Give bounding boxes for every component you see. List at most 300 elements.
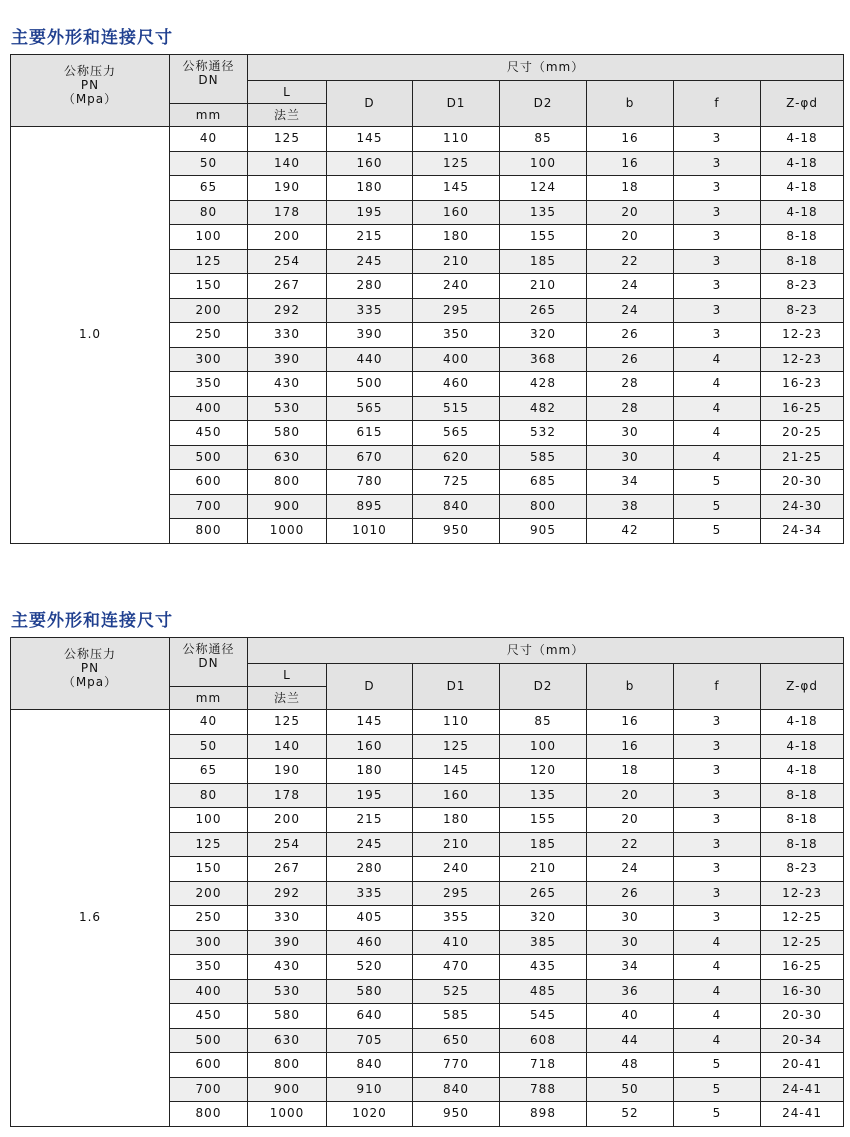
cell-d1: 410 <box>413 930 500 955</box>
col-header-z-phi-d: Z-φd <box>761 664 844 710</box>
cell-d: 910 <box>327 1077 413 1102</box>
cell-d2: 532 <box>500 421 587 446</box>
cell-b: 48 <box>587 1053 674 1078</box>
cell-z-phi-d: 20-41 <box>761 1053 844 1078</box>
cell-b: 44 <box>587 1028 674 1053</box>
cell-z-phi-d: 24-41 <box>761 1102 844 1127</box>
cell-f: 3 <box>674 832 761 857</box>
cell-d: 670 <box>327 445 413 470</box>
col-header-l-flange: 法兰 <box>248 104 327 127</box>
cell-dn: 600 <box>170 1053 248 1078</box>
cell-d1: 585 <box>413 1004 500 1029</box>
cell-d1: 210 <box>413 249 500 274</box>
cell-l: 254 <box>248 249 327 274</box>
cell-f: 4 <box>674 372 761 397</box>
cell-f: 3 <box>674 881 761 906</box>
cell-b: 22 <box>587 832 674 857</box>
dimension-table <box>10 54 844 544</box>
cell-b: 24 <box>587 298 674 323</box>
cell-d: 245 <box>327 832 413 857</box>
pn-header <box>11 55 170 127</box>
cell-f: 4 <box>674 347 761 372</box>
dn-unit-header: mm <box>170 104 248 127</box>
cell-l: 1000 <box>248 1102 327 1127</box>
cell-d1: 145 <box>413 759 500 784</box>
cell-dn: 450 <box>170 1004 248 1029</box>
col-header-d1: D1 <box>413 664 500 710</box>
cell-l: 630 <box>248 1028 327 1053</box>
cell-d1: 565 <box>413 421 500 446</box>
cell-f: 3 <box>674 151 761 176</box>
cell-b: 30 <box>587 421 674 446</box>
size-group-header: 尺寸（mm） <box>248 638 844 664</box>
cell-d: 520 <box>327 955 413 980</box>
cell-d1: 950 <box>413 519 500 544</box>
cell-f: 5 <box>674 470 761 495</box>
cell-d: 565 <box>327 396 413 421</box>
cell-f: 3 <box>674 323 761 348</box>
cell-z-phi-d: 12-23 <box>761 323 844 348</box>
cell-dn: 65 <box>170 759 248 784</box>
col-header-d1: D1 <box>413 81 500 127</box>
cell-f: 3 <box>674 274 761 299</box>
cell-d: 615 <box>327 421 413 446</box>
cell-b: 24 <box>587 274 674 299</box>
cell-dn: 400 <box>170 979 248 1004</box>
cell-d2: 385 <box>500 930 587 955</box>
cell-d: 895 <box>327 494 413 519</box>
cell-b: 20 <box>587 783 674 808</box>
cell-l: 292 <box>248 881 327 906</box>
cell-l: 530 <box>248 396 327 421</box>
cell-b: 26 <box>587 347 674 372</box>
cell-d: 180 <box>327 759 413 784</box>
pn-header-unit: （Mpa） <box>62 92 118 106</box>
col-header-d2: D2 <box>500 81 587 127</box>
cell-d: 280 <box>327 274 413 299</box>
cell-l: 125 <box>248 710 327 735</box>
cell-d1: 770 <box>413 1053 500 1078</box>
cell-l: 254 <box>248 832 327 857</box>
dimension-section-pn10 <box>10 22 843 544</box>
cell-d: 215 <box>327 225 413 250</box>
col-header-l: L <box>248 664 327 687</box>
cell-f: 3 <box>674 249 761 274</box>
col-header-d2: D2 <box>500 664 587 710</box>
pn-value: 1.0 <box>11 127 170 544</box>
cell-dn: 50 <box>170 151 248 176</box>
cell-b: 26 <box>587 881 674 906</box>
cell-b: 30 <box>587 930 674 955</box>
cell-dn: 200 <box>170 881 248 906</box>
cell-l: 390 <box>248 347 327 372</box>
cell-dn: 800 <box>170 1102 248 1127</box>
cell-f: 5 <box>674 519 761 544</box>
cell-d2: 135 <box>500 200 587 225</box>
col-header-l-flange: 法兰 <box>248 687 327 710</box>
cell-z-phi-d: 21-25 <box>761 445 844 470</box>
cell-d2: 685 <box>500 470 587 495</box>
cell-z-phi-d: 12-25 <box>761 930 844 955</box>
cell-d: 440 <box>327 347 413 372</box>
cell-l: 178 <box>248 200 327 225</box>
cell-d2: 265 <box>500 298 587 323</box>
cell-z-phi-d: 8-18 <box>761 808 844 833</box>
cell-f: 3 <box>674 298 761 323</box>
cell-f: 5 <box>674 494 761 519</box>
cell-d1: 350 <box>413 323 500 348</box>
cell-d2: 85 <box>500 127 587 152</box>
cell-z-phi-d: 4-18 <box>761 734 844 759</box>
cell-d1: 160 <box>413 783 500 808</box>
col-header-b: b <box>587 664 674 710</box>
cell-l: 900 <box>248 494 327 519</box>
cell-z-phi-d: 16-25 <box>761 955 844 980</box>
cell-d2: 210 <box>500 274 587 299</box>
cell-f: 3 <box>674 225 761 250</box>
col-header-f: f <box>674 664 761 710</box>
cell-d1: 400 <box>413 347 500 372</box>
cell-d2: 368 <box>500 347 587 372</box>
cell-dn: 150 <box>170 274 248 299</box>
cell-dn: 65 <box>170 176 248 201</box>
cell-f: 4 <box>674 955 761 980</box>
cell-d1: 295 <box>413 298 500 323</box>
cell-l: 330 <box>248 323 327 348</box>
cell-d: 280 <box>327 857 413 882</box>
cell-d1: 950 <box>413 1102 500 1127</box>
cell-b: 16 <box>587 734 674 759</box>
cell-d2: 320 <box>500 323 587 348</box>
cell-dn: 500 <box>170 445 248 470</box>
cell-d2: 85 <box>500 710 587 735</box>
cell-dn: 100 <box>170 225 248 250</box>
cell-l: 178 <box>248 783 327 808</box>
section-title: 主要外形和连接尺寸 <box>11 28 173 48</box>
cell-d1: 525 <box>413 979 500 1004</box>
cell-d1: 355 <box>413 906 500 931</box>
cell-b: 38 <box>587 494 674 519</box>
cell-b: 16 <box>587 127 674 152</box>
cell-dn: 250 <box>170 323 248 348</box>
dn-header-symbol: DN <box>198 656 219 670</box>
cell-d: 160 <box>327 151 413 176</box>
cell-f: 4 <box>674 421 761 446</box>
cell-b: 18 <box>587 176 674 201</box>
cell-d: 840 <box>327 1053 413 1078</box>
cell-d2: 435 <box>500 955 587 980</box>
cell-l: 530 <box>248 979 327 1004</box>
cell-d2: 155 <box>500 225 587 250</box>
cell-f: 5 <box>674 1053 761 1078</box>
cell-d2: 428 <box>500 372 587 397</box>
cell-d: 195 <box>327 783 413 808</box>
dn-header <box>170 638 248 687</box>
cell-b: 30 <box>587 445 674 470</box>
cell-dn: 600 <box>170 470 248 495</box>
cell-d: 195 <box>327 200 413 225</box>
cell-z-phi-d: 4-18 <box>761 176 844 201</box>
cell-d: 500 <box>327 372 413 397</box>
cell-z-phi-d: 8-18 <box>761 249 844 274</box>
cell-l: 292 <box>248 298 327 323</box>
cell-f: 5 <box>674 1077 761 1102</box>
dimension-section-pn16 <box>10 605 843 1127</box>
cell-f: 3 <box>674 734 761 759</box>
cell-d: 160 <box>327 734 413 759</box>
cell-d2: 185 <box>500 249 587 274</box>
cell-d2: 210 <box>500 857 587 882</box>
cell-z-phi-d: 20-30 <box>761 1004 844 1029</box>
cell-dn: 40 <box>170 127 248 152</box>
cell-d1: 210 <box>413 832 500 857</box>
cell-f: 3 <box>674 783 761 808</box>
cell-z-phi-d: 4-18 <box>761 710 844 735</box>
cell-d2: 545 <box>500 1004 587 1029</box>
cell-z-phi-d: 20-25 <box>761 421 844 446</box>
cell-d2: 100 <box>500 151 587 176</box>
col-header-l: L <box>248 81 327 104</box>
cell-d2: 608 <box>500 1028 587 1053</box>
cell-z-phi-d: 4-18 <box>761 200 844 225</box>
cell-d2: 788 <box>500 1077 587 1102</box>
cell-b: 50 <box>587 1077 674 1102</box>
cell-dn: 125 <box>170 249 248 274</box>
cell-d2: 100 <box>500 734 587 759</box>
cell-d2: 124 <box>500 176 587 201</box>
cell-d2: 898 <box>500 1102 587 1127</box>
cell-b: 28 <box>587 396 674 421</box>
cell-b: 52 <box>587 1102 674 1127</box>
cell-d1: 470 <box>413 955 500 980</box>
pn-header-symbol: PN <box>80 78 100 92</box>
dn-header-label: 公称通径 <box>182 59 235 73</box>
cell-d1: 295 <box>413 881 500 906</box>
table-row <box>11 710 844 735</box>
cell-d: 145 <box>327 127 413 152</box>
cell-l: 140 <box>248 151 327 176</box>
pn-header-unit: （Mpa） <box>62 675 118 689</box>
cell-d1: 125 <box>413 151 500 176</box>
cell-d: 335 <box>327 881 413 906</box>
cell-z-phi-d: 4-18 <box>761 759 844 784</box>
cell-d: 215 <box>327 808 413 833</box>
cell-d: 1020 <box>327 1102 413 1127</box>
cell-l: 190 <box>248 759 327 784</box>
cell-f: 3 <box>674 176 761 201</box>
cell-f: 3 <box>674 127 761 152</box>
cell-l: 125 <box>248 127 327 152</box>
cell-l: 430 <box>248 372 327 397</box>
pn-header-label: 公称压力 <box>63 64 116 78</box>
cell-d: 390 <box>327 323 413 348</box>
cell-f: 4 <box>674 930 761 955</box>
cell-dn: 450 <box>170 421 248 446</box>
cell-d2: 120 <box>500 759 587 784</box>
cell-f: 5 <box>674 1102 761 1127</box>
col-header-f: f <box>674 81 761 127</box>
cell-z-phi-d: 12-23 <box>761 881 844 906</box>
cell-b: 30 <box>587 906 674 931</box>
cell-dn: 700 <box>170 494 248 519</box>
cell-d2: 905 <box>500 519 587 544</box>
cell-dn: 80 <box>170 783 248 808</box>
cell-z-phi-d: 16-25 <box>761 396 844 421</box>
cell-d: 580 <box>327 979 413 1004</box>
cell-dn: 80 <box>170 200 248 225</box>
table-row <box>11 127 844 152</box>
dn-header <box>170 55 248 104</box>
cell-l: 140 <box>248 734 327 759</box>
cell-b: 34 <box>587 955 674 980</box>
dn-header-symbol: DN <box>198 73 219 87</box>
cell-d: 460 <box>327 930 413 955</box>
col-header-z-phi-d: Z-φd <box>761 81 844 127</box>
cell-dn: 125 <box>170 832 248 857</box>
cell-d1: 650 <box>413 1028 500 1053</box>
cell-d1: 620 <box>413 445 500 470</box>
cell-d: 405 <box>327 906 413 931</box>
cell-f: 4 <box>674 1004 761 1029</box>
cell-d1: 240 <box>413 274 500 299</box>
cell-dn: 350 <box>170 955 248 980</box>
cell-z-phi-d: 4-18 <box>761 151 844 176</box>
cell-l: 190 <box>248 176 327 201</box>
cell-b: 20 <box>587 808 674 833</box>
cell-dn: 500 <box>170 1028 248 1053</box>
cell-dn: 300 <box>170 930 248 955</box>
col-header-d: D <box>327 81 413 127</box>
cell-d: 780 <box>327 470 413 495</box>
cell-b: 26 <box>587 323 674 348</box>
cell-d: 245 <box>327 249 413 274</box>
cell-l: 267 <box>248 274 327 299</box>
cell-l: 800 <box>248 470 327 495</box>
cell-l: 200 <box>248 225 327 250</box>
dn-unit-header: mm <box>170 687 248 710</box>
cell-d2: 265 <box>500 881 587 906</box>
cell-d1: 515 <box>413 396 500 421</box>
cell-dn: 350 <box>170 372 248 397</box>
cell-z-phi-d: 8-23 <box>761 857 844 882</box>
cell-f: 3 <box>674 906 761 931</box>
cell-dn: 150 <box>170 857 248 882</box>
cell-z-phi-d: 16-30 <box>761 979 844 1004</box>
cell-dn: 400 <box>170 396 248 421</box>
cell-l: 267 <box>248 857 327 882</box>
cell-d1: 110 <box>413 127 500 152</box>
cell-z-phi-d: 12-25 <box>761 906 844 931</box>
cell-z-phi-d: 24-41 <box>761 1077 844 1102</box>
cell-b: 18 <box>587 759 674 784</box>
cell-d2: 135 <box>500 783 587 808</box>
cell-d1: 180 <box>413 808 500 833</box>
cell-d: 145 <box>327 710 413 735</box>
cell-d: 335 <box>327 298 413 323</box>
cell-d1: 460 <box>413 372 500 397</box>
cell-z-phi-d: 8-18 <box>761 225 844 250</box>
cell-z-phi-d: 8-23 <box>761 298 844 323</box>
cell-l: 200 <box>248 808 327 833</box>
cell-dn: 200 <box>170 298 248 323</box>
cell-f: 3 <box>674 710 761 735</box>
cell-d: 1010 <box>327 519 413 544</box>
cell-d1: 840 <box>413 1077 500 1102</box>
cell-dn: 800 <box>170 519 248 544</box>
cell-l: 900 <box>248 1077 327 1102</box>
cell-d1: 180 <box>413 225 500 250</box>
col-header-b: b <box>587 81 674 127</box>
cell-d1: 840 <box>413 494 500 519</box>
cell-z-phi-d: 4-18 <box>761 127 844 152</box>
pn-header-label: 公称压力 <box>63 647 116 661</box>
cell-b: 42 <box>587 519 674 544</box>
cell-z-phi-d: 8-23 <box>761 274 844 299</box>
cell-d: 180 <box>327 176 413 201</box>
cell-f: 4 <box>674 979 761 1004</box>
cell-b: 20 <box>587 200 674 225</box>
cell-d2: 800 <box>500 494 587 519</box>
cell-d2: 482 <box>500 396 587 421</box>
cell-l: 390 <box>248 930 327 955</box>
cell-b: 40 <box>587 1004 674 1029</box>
cell-dn: 250 <box>170 906 248 931</box>
cell-l: 330 <box>248 906 327 931</box>
cell-d2: 320 <box>500 906 587 931</box>
cell-b: 16 <box>587 151 674 176</box>
cell-l: 630 <box>248 445 327 470</box>
cell-z-phi-d: 16-23 <box>761 372 844 397</box>
cell-f: 4 <box>674 396 761 421</box>
cell-d2: 718 <box>500 1053 587 1078</box>
section-title: 主要外形和连接尺寸 <box>11 611 173 631</box>
cell-b: 24 <box>587 857 674 882</box>
col-header-d: D <box>327 664 413 710</box>
cell-d1: 125 <box>413 734 500 759</box>
pn-value: 1.6 <box>11 710 170 1127</box>
cell-z-phi-d: 8-18 <box>761 832 844 857</box>
cell-b: 16 <box>587 710 674 735</box>
cell-l: 430 <box>248 955 327 980</box>
cell-b: 22 <box>587 249 674 274</box>
cell-dn: 40 <box>170 710 248 735</box>
cell-b: 34 <box>587 470 674 495</box>
cell-d1: 725 <box>413 470 500 495</box>
cell-z-phi-d: 20-30 <box>761 470 844 495</box>
cell-l: 800 <box>248 1053 327 1078</box>
cell-f: 4 <box>674 1028 761 1053</box>
cell-f: 3 <box>674 808 761 833</box>
cell-dn: 50 <box>170 734 248 759</box>
cell-z-phi-d: 20-34 <box>761 1028 844 1053</box>
pn-header <box>11 638 170 710</box>
cell-l: 580 <box>248 1004 327 1029</box>
cell-f: 4 <box>674 445 761 470</box>
dimension-table <box>10 637 844 1127</box>
cell-d2: 185 <box>500 832 587 857</box>
cell-d: 705 <box>327 1028 413 1053</box>
cell-b: 20 <box>587 225 674 250</box>
cell-d1: 145 <box>413 176 500 201</box>
size-group-header: 尺寸（mm） <box>248 55 844 81</box>
cell-d1: 110 <box>413 710 500 735</box>
cell-d2: 585 <box>500 445 587 470</box>
cell-d1: 160 <box>413 200 500 225</box>
cell-f: 3 <box>674 759 761 784</box>
cell-d1: 240 <box>413 857 500 882</box>
cell-d2: 155 <box>500 808 587 833</box>
dn-header-label: 公称通径 <box>182 642 235 656</box>
